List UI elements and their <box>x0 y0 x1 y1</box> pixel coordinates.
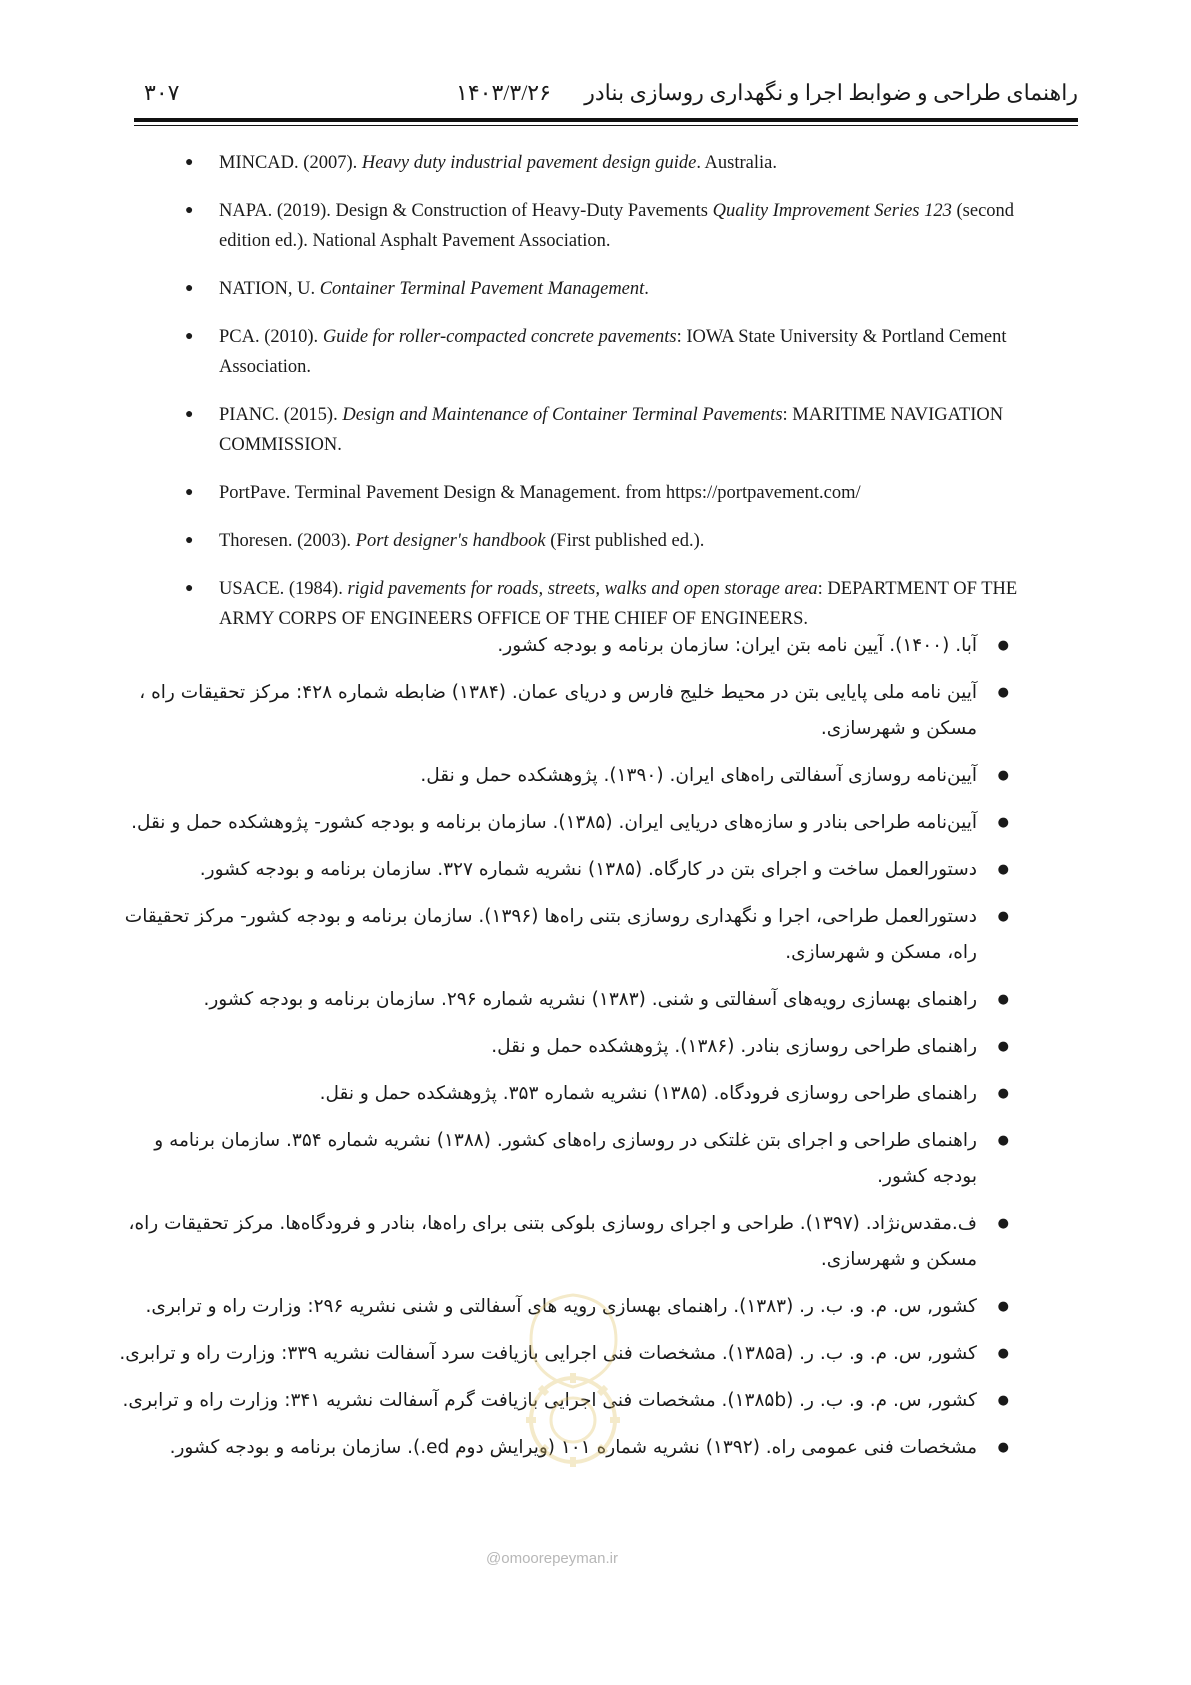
header-rule-thick <box>134 118 1078 122</box>
bullet-icon: ● <box>997 768 1009 783</box>
reference-item: ● PortPave. Terminal Pavement Design & Management. from https://portpavement.com/ <box>185 478 1055 508</box>
reference-item: ● کشور, س. م. و. ب. ر. (۱۳۸۵b). مشخصات فنی اجرایی بازیافت گرم آسفالت نشریه ۳۴۱: وزارت راه و ترابری. <box>111 1383 1011 1419</box>
bullet-icon: ● <box>997 1393 1009 1408</box>
watermark-url: @omoorepeyman.ir <box>486 1550 618 1567</box>
bullet-icon: ● <box>997 1133 1009 1148</box>
reference-item: ● PCA. (2010). Guide for roller-compacted concrete pavements: IOWA State University & Portland Cement Association. <box>185 322 1055 382</box>
reference-item: ● کشور, س. م. و. ب. ر. (۱۳۸۳). راهنمای بهسازی رویه های آسفالتی و شنی نشریه ۲۹۶: وزارت راه و ترابری. <box>111 1289 1011 1325</box>
header-date: ۱۴۰۳/۳/۲۶ <box>456 80 551 105</box>
bullet-icon: ● <box>997 815 1009 830</box>
reference-item: ● مشخصات فنی عمومی راه. (۱۳۹۲) نشریه شماره ۱۰۱ (ویرایش دوم ed.). سازمان برنامه و بودجه کشور. <box>111 1430 1011 1466</box>
bullet-icon: ● <box>997 1299 1009 1314</box>
bullet-icon: ● <box>997 1039 1009 1054</box>
bullet-icon: ● <box>997 909 1009 924</box>
reference-item: ● Thoresen. (2003). Port designer's handbook (First published ed.). <box>185 526 1055 556</box>
reference-item: ● راهنمای طراحی روسازی بنادر. (۱۳۸۶). پژوهشکده حمل و نقل. <box>111 1029 1011 1065</box>
bullet-icon: ● <box>185 329 194 344</box>
reference-item: ● آیین‌نامه طراحی بنادر و سازه‌های دریایی ایران. (۱۳۸۵). سازمان برنامه و بودجه کشور- پژوهشکده حمل و نقل. <box>111 805 1011 841</box>
watermark-logo <box>491 1275 656 1475</box>
bullet-icon: ● <box>185 155 194 170</box>
reference-item: ● ف.مقدس‌نژاد. (۱۳۹۷). طراحی و اجرای روسازی بلوکی بتنی برای راه‌ها، بنادر و فرودگاه‌ها. مرکز تحقیقات راه، مسکن و شهرسازی. <box>111 1206 1011 1278</box>
reference-item: ● راهنمای بهسازی رویه‌های آسفالتی و شنی. (۱۳۸۳) نشریه شماره ۲۹۶. سازمان برنامه و بودجه کشور. <box>111 982 1011 1018</box>
bullet-icon: ● <box>997 638 1009 653</box>
reference-item: ● کشور, س. م. و. ب. ر. (۱۳۸۵a). مشخصات فنی اجرایی بازیافت سرد آسفالت نشریه ۳۳۹: وزارت راه و ترابری. <box>111 1336 1011 1372</box>
bullet-icon: ● <box>185 581 194 596</box>
reference-item: ● آیین‌نامه روسازی آسفالتی راه‌های ایران. (۱۳۹۰). پژوهشکده حمل و نقل. <box>111 758 1011 794</box>
bullet-icon: ● <box>185 407 194 422</box>
bullet-icon: ● <box>997 992 1009 1007</box>
reference-item: ● دستورالعمل طراحی، اجرا و نگهداری روسازی بتنی راه‌ها (۱۳۹۶). سازمان برنامه و بودجه کشور- مرکز تحقیقات راه، مسکن و شهرسازی. <box>111 899 1011 971</box>
bullet-icon: ● <box>185 281 194 296</box>
reference-item: ● دستورالعمل ساخت و اجرای بتن در کارگاه. (۱۳۸۵) نشریه شماره ۳۲۷. سازمان برنامه و بودجه کشور. <box>111 852 1011 888</box>
bullet-icon: ● <box>997 862 1009 877</box>
reference-item: ● آیین نامه ملی پایایی بتن در محیط خلیج فارس و دریای عمان. (۱۳۸۴) ضابطه شماره ۴۲۸: مرکز تحقیقات راه ، مسکن و شهرسازی. <box>111 675 1011 747</box>
bullet-icon: ● <box>997 1216 1009 1231</box>
reference-item: ● آبا. (۱۴۰۰). آیین نامه بتن ایران: سازمان برنامه و بودجه کشور. <box>111 628 1011 664</box>
bullet-icon: ● <box>997 1086 1009 1101</box>
english-references <box>185 148 1055 652</box>
bullet-icon: ● <box>997 685 1009 700</box>
page-number: ۳۰۷ <box>144 80 180 105</box>
reference-item: ● راهنمای طراحی و اجرای بتن غلتکی در روسازی راه‌های کشور. (۱۳۸۸) نشریه شماره ۳۵۴. سازمان برنامه و بودجه کشور. <box>111 1123 1011 1195</box>
bullet-icon: ● <box>997 1346 1009 1361</box>
reference-item: ● MINCAD. (2007). Heavy duty industrial pavement design guide. Australia. <box>185 148 1055 178</box>
header-title: راهنمای طراحی و ضوابط اجرا و نگهداری روسازی بنادر <box>584 80 1078 105</box>
bullet-icon: ● <box>185 203 194 218</box>
bullet-icon: ● <box>185 533 194 548</box>
page-header <box>134 74 1078 114</box>
header-rule-thin <box>134 125 1078 126</box>
reference-item: ● PIANC. (2015). Design and Maintenance of Container Terminal Pavements: MARITIME NAVIGATION COMMISSION. <box>185 400 1055 460</box>
reference-item: ● NAPA. (2019). Design & Construction of Heavy-Duty Pavements Quality Improvement Series 123 (second edition ed.). National Asphalt Pavement Association. <box>185 196 1055 256</box>
bullet-icon: ● <box>997 1440 1009 1455</box>
reference-item: ● NATION, U. Container Terminal Pavement Management. <box>185 274 1055 304</box>
reference-item: ● USACE. (1984). rigid pavements for roads, streets, walks and open storage area: DEPARTMENT OF THE ARMY CORPS OF ENGINEERS OFFICE OF THE CHIEF OF ENGINEERS. <box>185 574 1055 634</box>
bullet-icon: ● <box>185 485 194 500</box>
reference-item: ● راهنمای طراحی روسازی فرودگاه. (۱۳۸۵) نشریه شماره ۳۵۳. پژوهشکده حمل و نقل. <box>111 1076 1011 1112</box>
